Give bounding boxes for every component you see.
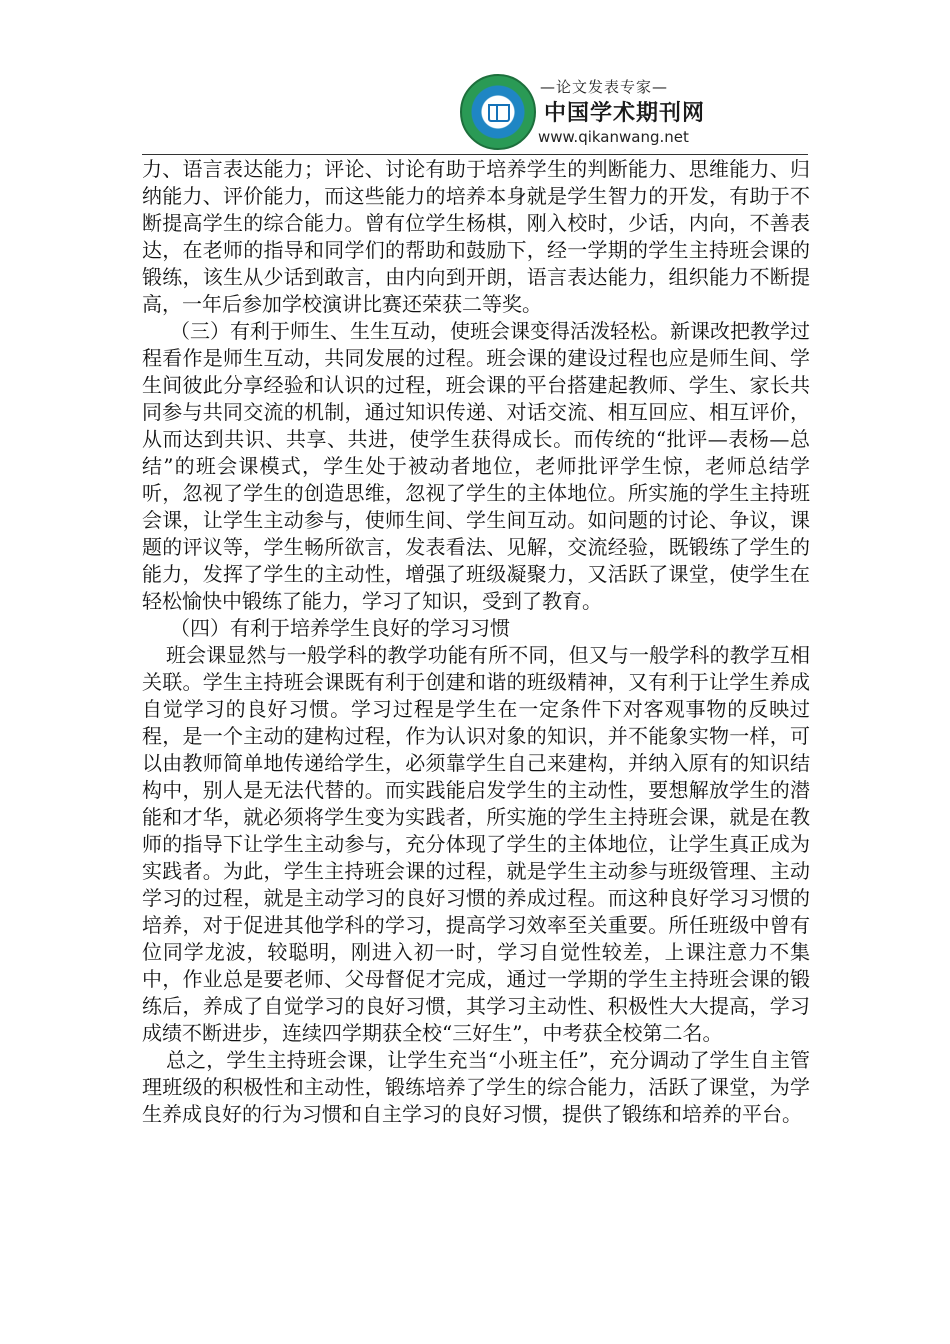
paragraph-conclusion: 总之，学生主持班会课，让学生充当“小班主任”，充分调动了学生自主管理班级的积极性和主动性，锻练培养了学生的综合能力，活跃了课堂，为学生养成良好的行为习惯和自主学习的良好习惯，提供了锻练和培养的平台。 [142,1048,810,1126]
header-brand: 中国学术期刊网 [544,101,706,126]
site-header [142,68,808,156]
section-heading-4: （四）有利于培养学生良好的学习习惯 [170,616,510,640]
journal-logo-icon [460,74,536,150]
book-icon [488,104,510,120]
header-site-url: www.qikanwang.net [538,128,689,146]
header-tagline: —论文发表专家— [540,78,669,96]
paragraph-section-4: 班会课显然与一般学科的教学功能有所不同，但又与一般学科的教学互相关联。学生主持班会课既有利于创建和谐的班级精神，又有利于让学生养成自觉学习的良好习惯。学习过程是学生在一定条件下对客观事物的反映过程，是一个主动的建构过程，作为认识对象的知识，并不能象实物一样，可以由教师简单地传递给学生，必须靠学生自己来建构，并纳入原有的知识结构中，别人是无法代替的。而实践能启发学生的主动性，要想解放学生的潜能和才华，就必须将学生变为实践者，所实施的学生主持班会课，就是在教师的指导下让学生主动参与，充分体现了学生的主体地位，让学生真正成为实践者。为此，学生主持班会课的过程，就是学生主动参与班级管理、主动学习的过程，就是主动学习的良好习惯的养成过程。而这种良好学习习惯的培养，对于促进其他学科的学习，提高学习效率至关重要。所任班级中曾有位同学龙波，较聪明，刚进入初一时，学习自觉性较差，上课注意力不集中，作业总是要老师、父母督促才完成，通过一学期的学生主持班会课的锻练后，养成了自觉学习的良好习惯，其学习主动性、积极性大大提高，学习成绩不断进步，连续四学期获全校“三好生”，中考获全校第二名。 [142,643,810,1045]
header-divider [142,154,808,155]
document-body [142,156,810,1128]
paragraph-section-3: （三）有利于师生、生生互动，使班会课变得活泼轻松。新课改把教学过程看作是师生互动，共同发展的过程。班会课的建设过程也应是师生间、学生间彼此分享经验和认识的过程，班会课的平台搭建起教师、学生、家长共同参与共同交流的机制，通过知识传递、对话交流、相互回应、相互评价，从而达到共识、共享、共进，使学生获得成长。而传统的“批评—表杨—总结”的班会课模式，学生处于被动者地位，老师批评学生惊，老师总结学听，忽视了学生的创造思维，忽视了学生的主体地位。所实施的学生主持班会课，让学生主动参与，使师生间、学生间互动。如问题的讨论、争议，课题的评议等，学生畅所欲言，发表看法、见解，交流经验，既锻练了学生的能力，发挥了学生的主动性，增强了班级凝聚力，又活跃了课堂，使学生在轻松愉快中锻练了能力，学习了知识，受到了教育。 [142,319,810,613]
paragraph-1: 力、语言表达能力；评论、讨论有助于培养学生的判断能力、思维能力、归纳能力、评价能力，而这些能力的培养本身就是学生智力的开发，有助于不断提高学生的综合能力。曾有位学生杨棋，刚入校时，少话，内向，不善表达，在老师的指导和同学们的帮助和鼓励下，经一学期的学生主持班会课的锻练，该生从少话到敢言，由内向到开朗，语言表达能力，组织能力不断提高，一年后参加学校演讲比赛还荣获二等奖。 [142,157,810,316]
